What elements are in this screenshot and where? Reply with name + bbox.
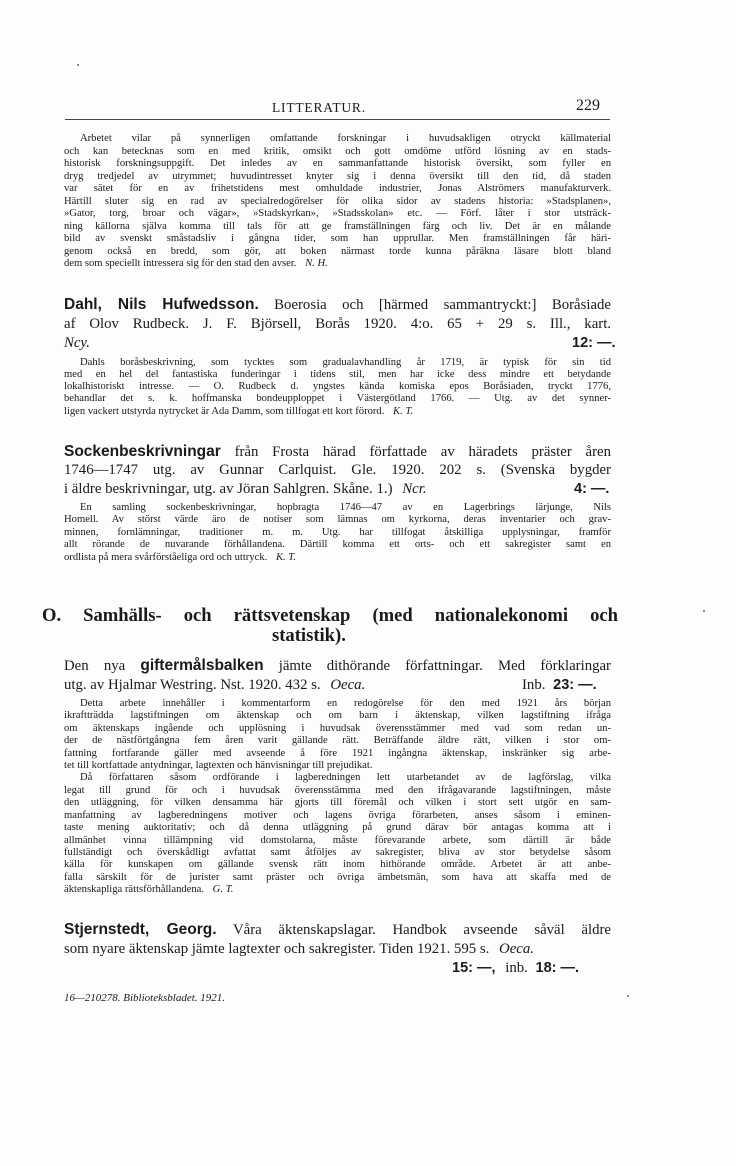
review-line: falla särskilt för de juríster samt präster och övriga ämbetsmän, som hava att skaffa med de — [64, 872, 611, 883]
review-line: lokalhistoriskt intresse. — O. Rudbeck d. yngstes kända komiska epos Boråsiaden, tryckt 1776, — [64, 381, 611, 392]
entry-author: Stjernstedt, Georg. — [64, 921, 217, 938]
review-line: »Gator, torg, broar och vägar», »Stadskyrkan», »Stadsskolan» etc. — Förf. låter i stor utsträck- — [64, 208, 611, 219]
review-line — [64, 884, 233, 897]
review-line: ikraftträdda lagstiftningen om äktenskap och om barn i äktenskap, vilken lagstiftning ifråga — [64, 710, 611, 721]
review-line: manfattning av lagberedningens motiver och lagens övriga förarbeten, anses såsom i eminen- — [64, 810, 611, 821]
review-line: om äktenskaps ingående och upplösning i huvudsak överensstämmer med vad som redan un- — [64, 723, 611, 734]
review-line: den utläggning, för vilken densamma här gjorts till föremål och vilken i stort sett utgör en sam- — [64, 797, 611, 808]
entry-abbrev: Oeca. — [330, 677, 366, 693]
review-line — [64, 552, 296, 565]
review-last-text: ordlista på mera svårförståeliga ord och uttryck. — [64, 552, 268, 563]
scan-speck — [77, 64, 79, 66]
entry-title-text: jämte dithörande författningar. Med förklaringar — [278, 658, 611, 674]
entry-heading-line — [64, 443, 611, 461]
review-signature: K. T. — [393, 406, 414, 417]
entry-price: 12: —. — [572, 335, 616, 351]
review-line: fullständigt och överskådligt avfattat samt åtföljes av sakregister, bliva av stor betydelse såsom — [64, 847, 611, 858]
entry-imprint-text: utg. av Hjalmar Westring. Nst. 1920. 432 s. — [64, 677, 321, 693]
entry-prefix: Den nya — [64, 658, 126, 674]
review-line: historisk forskningsuppgift. Det inledes av en sammanfattande historisk översikt, som fyller en — [64, 158, 611, 169]
entry-imprint-line — [64, 941, 611, 958]
section-title-line: statistik). — [272, 625, 346, 646]
review-line: En samling sockenbeskrivningar, hopbragta 1746—47 av en Lagerbrings lärjunge, Nils — [80, 502, 611, 513]
entry-price: 15: —, — [452, 960, 496, 976]
entry-imprint-line — [64, 677, 365, 694]
review-line: behandlar det s. k. hoffmanska bondeupploppet i Västergötland 1766. — Utg. av det synner- — [64, 393, 611, 404]
review-line: källa för kunskapen om gällande svensk rätt inom hithörande område. Arbetet är att anbe- — [64, 859, 611, 870]
entry-imprint-line: af Olov Rudbeck. J. F. Björsell, Borås 1920. 4:o. 65 + 29 s. Ill., kart. — [64, 316, 611, 332]
entry-author: Dahl, Nils Hufwedsson. — [64, 296, 259, 313]
entry-imprint-text: som nyare äktenskap jämte lagtexter och sakregister. Tiden 1921. 595 s. — [64, 941, 490, 957]
entry-price: 23: —. — [553, 677, 597, 693]
scan-speck — [703, 610, 705, 612]
review-line: minnen, fornlämningar, traditioner m. m. Utg. har tillfogat åtskilliga upplysningar, framför — [64, 527, 611, 538]
entry-heading-line — [64, 657, 611, 675]
entry-heading-line — [64, 921, 611, 939]
review-line: taste mening auktoritativ; och då denna utläggning på grund därav bör antagas komma att i — [64, 822, 611, 833]
entry-price: 18: —. — [535, 960, 580, 976]
review-line: tet till kortfattade antydningar, lagtexten och hänvisningar till prejudikat. — [64, 760, 373, 771]
entry-title-text: Boerosia och [härmed sammantryckt:] Boråsiade — [274, 297, 611, 313]
review-line: var sätet för en av frihetstidens mest omhuldade industrier, Jonas Alströmers manufakturverk. — [64, 183, 611, 194]
review-last-text: äktenskapliga rättsförhållandena. — [64, 884, 205, 895]
entry-series-line — [64, 481, 427, 498]
review-signature: K. T. — [275, 552, 297, 563]
page-number: 229 — [576, 97, 600, 114]
entry-abbrev: Ncy. — [64, 335, 90, 351]
review-line: med en hel del fantastiska funderingar i tidens stil, men har icke dess mindre ett betydande — [64, 369, 611, 380]
entry-abbrev: Ncr. — [402, 481, 427, 497]
review-line: Arbetet vilar på synnerligen omfattande forskningar i huvudsakligen otryckt källmaterial — [80, 133, 611, 144]
review-line: ning källorna själva komma till tals för att ge framställningen färg och liv. Det är en målande — [64, 221, 611, 232]
review-line: dryg tredjedel av utrymmet; huvudintresset knyter sig i denna översikt till den tid, då staden — [64, 171, 611, 182]
review-line: fattning fortfarande gäller med avseende å före 1921 ingångna äktenskap, inskränker sig arbe- — [64, 748, 611, 759]
entry-price: 4: —. — [574, 481, 610, 497]
review-last-text: ligen vackert utstyrda nytrycket är Ada Damm, som tillfogat ett kort förord. — [64, 406, 385, 417]
entry-title: giftermålsbalken — [140, 657, 264, 674]
review-signature: G. T. — [212, 884, 234, 895]
entry-price-group — [452, 960, 579, 977]
review-line — [64, 258, 328, 271]
review-line: legat till grund för och i huvudsak överensstämma med den ifrågavarande lagstiftningen, måste — [64, 785, 611, 796]
entry-series-text: i äldre beskrivningar, utg. av Jöran Sahlgren. Skåne. 1.) — [64, 481, 393, 497]
review-line: och kan betecknas som en med kritik, omsikt och gott omdöme utförd lösning av en stads- — [64, 146, 611, 157]
review-line: bild av svenskt småstadsliv i gångna tider, som han upprullar. Men framställningen får häri- — [64, 233, 611, 244]
entry-imprint-line: 1746—1747 utg. av Gunnar Carlquist. Gle. 1920. 202 s. (Svenska bygder — [64, 462, 611, 478]
review-line: Dahls boråsbeskrivning, som tycktes som gradualavhandling år 1719, är typisk för sin tid — [80, 357, 611, 368]
review-signature: N. H. — [305, 258, 328, 269]
section-title-line: O. Samhälls- och rättsvetenskap (med nationalekonomi och — [42, 605, 618, 626]
running-title: LITTERATUR. — [272, 100, 366, 115]
entry-price-label: inb. — [505, 960, 528, 976]
review-last-text: dem som speciellt intressera sig för den stad den avser. — [64, 258, 297, 269]
footer-imprint: 16—210278. Biblioteksbladet. 1921. — [64, 992, 226, 1004]
review-line — [64, 406, 413, 419]
review-line: Härtill sluter sig en rad av specialredogörelser för olika sidor av stadens historia: »Stadsplanen», — [64, 196, 611, 207]
entry-title-text: från Frosta härad författade av häradets präster åren — [234, 444, 611, 460]
review-line: Homell. Av störst värde äro de notiser som lämnas om kyrkorna, deras inventarier och grav- — [64, 514, 611, 525]
entry-price-group — [522, 677, 597, 694]
review-line: allt rörande de nuvarande förhållandena. Därtill komma ett orts- och ett sakregister samt en — [64, 539, 611, 550]
entry-heading-line — [64, 296, 611, 314]
review-line: genom också en bredd, som gör, att boken närmast torde kunna påräkna läsare blott bland — [64, 246, 611, 257]
entry-abbrev: Oeca. — [499, 941, 534, 957]
entry-price-label: Inb. — [522, 677, 546, 693]
header-rule — [65, 119, 610, 120]
review-line: der de nästförtgångna fem åren varit gällande rätt. Beträffande äldre rätt, vilken i stor om- — [64, 735, 611, 746]
entry-title: Sockenbeskrivningar — [64, 443, 221, 460]
review-line: Då författaren såsom ordförande i lagberedningen lett utarbetandet av de lagförslag, vilka — [80, 772, 611, 783]
review-line: allmänhet vinna tillämpning vid domstolarna, måste förevarande arbete, som därtill är både — [64, 835, 611, 846]
review-line: Detta arbete innehåller i kommentarform en redogörelse för den med 1921 års början — [80, 698, 611, 709]
scan-speck — [627, 995, 629, 997]
entry-title-text: Våra äktenskapslagar. Handbok avseende såväl äldre — [232, 922, 612, 938]
